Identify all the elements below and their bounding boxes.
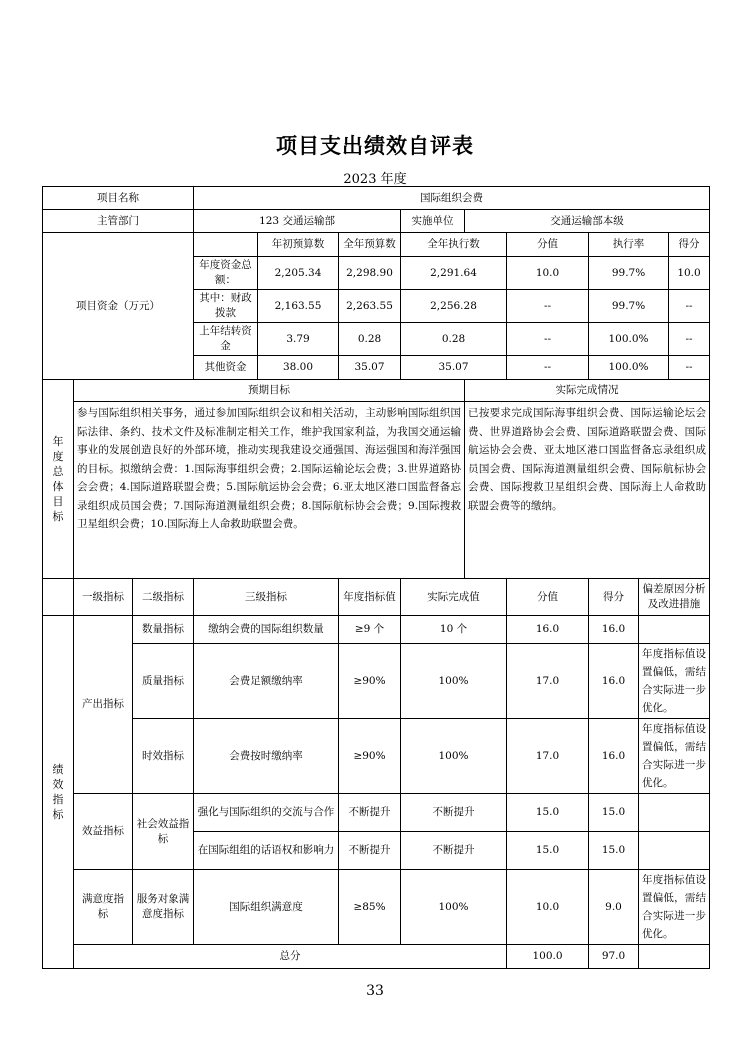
total-weight: 100.0 <box>507 945 589 969</box>
indicator-note: 年度指标值设置偏低，需结合实际进一步优化。 <box>639 870 710 945</box>
indicator-l1-effect: 效益指标 <box>74 794 133 870</box>
indicator-target: ≥90% <box>339 644 401 719</box>
indicator-l1-output: 产出指标 <box>74 616 133 794</box>
document-year: 2023 年度 <box>343 172 407 187</box>
indicator-target: ≥90% <box>339 719 401 794</box>
indicator-row <box>43 870 710 945</box>
funds-cell: -- <box>669 356 710 380</box>
funds-cell: 0.28 <box>339 323 401 356</box>
indicator-row <box>43 719 710 794</box>
goals-actual-text: 已按要求完成国际海事组织会费、国际运输论坛会费、世界道路协会会费、国际道路联盟会费、国际航运协会会费、亚太地区港口国监督备忘录组织成员国会费、国际海道测量组织会费、国际航标协会会费、国际搜救卫星组织会费、国际海上人命救助联盟会费等的缴纳。 <box>465 402 710 579</box>
funds-cell: 10.0 <box>669 257 710 290</box>
department-value: 123 交通运输部 <box>194 210 401 233</box>
indicator-note: 年度指标值设置偏低，需结合实际进一步优化。 <box>639 719 710 794</box>
funds-cell: 35.07 <box>339 356 401 380</box>
indicator-score: 9.0 <box>589 870 639 945</box>
goals-header-row <box>43 380 710 402</box>
ind-header-l2: 二级指标 <box>133 579 194 616</box>
goals-actual-header: 实际完成情况 <box>465 380 710 402</box>
indicators-label-text: 绩 效 指 标 <box>52 763 64 821</box>
funds-row-name: 其中：财政拨款 <box>194 290 258 323</box>
funds-cell: 10.0 <box>507 257 589 290</box>
goals-expected-header: 预期目标 <box>74 380 465 402</box>
indicator-l2: 质量指标 <box>133 644 194 719</box>
indicator-l1-satisfaction: 满意度指标 <box>74 870 133 945</box>
indicator-score: 15.0 <box>589 794 639 832</box>
funds-cell: -- <box>507 356 589 380</box>
indicator-actual: 10 个 <box>401 616 507 644</box>
indicator-row <box>43 644 710 719</box>
funds-row-name: 上年结转资金 <box>194 323 258 356</box>
indicator-row <box>43 616 710 644</box>
indicator-l3: 在国际组组的话语权和影响力 <box>194 832 339 870</box>
funds-cell: 2,205.34 <box>258 257 339 290</box>
indicator-weight: 17.0 <box>507 719 589 794</box>
indicator-l3: 国际组织满意度 <box>194 870 339 945</box>
indicator-note <box>639 794 710 832</box>
funds-cell: -- <box>669 323 710 356</box>
indicator-actual: 不断提升 <box>401 794 507 832</box>
indicator-target: 不断提升 <box>339 794 401 832</box>
document-title: 项目支出绩效自评表 <box>276 134 474 158</box>
indicator-l3: 缴纳会费的国际组织数量 <box>194 616 339 644</box>
indicator-l2: 社会效益指标 <box>133 794 194 870</box>
funds-row-name: 其他资金 <box>194 356 258 380</box>
indicator-l3: 会费按时缴纳率 <box>194 719 339 794</box>
funds-cell: 2,298.90 <box>339 257 401 290</box>
total-row <box>43 945 710 969</box>
funds-header-rate: 执行率 <box>589 233 669 257</box>
ind-header-l1: 一级指标 <box>74 579 133 616</box>
indicator-note <box>639 616 710 644</box>
indicator-score: 16.0 <box>589 719 639 794</box>
total-note <box>639 945 710 969</box>
indicator-target: 不断提升 <box>339 832 401 870</box>
total-score: 97.0 <box>589 945 639 969</box>
indicator-l2: 数量指标 <box>133 616 194 644</box>
funds-label: 项目资金（万元） <box>43 233 194 380</box>
indicator-l2: 服务对象满意度指标 <box>133 870 194 945</box>
funds-cell: 35.07 <box>401 356 507 380</box>
indicator-actual: 100% <box>401 870 507 945</box>
indicator-actual: 100% <box>401 644 507 719</box>
funds-header-executed: 全年执行数 <box>401 233 507 257</box>
funds-cell: 99.7% <box>589 257 669 290</box>
page-number: 33 <box>366 983 384 999</box>
indicator-l2: 时效指标 <box>133 719 194 794</box>
funds-cell: 2,256.28 <box>401 290 507 323</box>
funds-cell: -- <box>507 323 589 356</box>
funds-cell: -- <box>507 290 589 323</box>
funds-cell: 3.79 <box>258 323 339 356</box>
department-row <box>43 210 710 233</box>
indicator-score: 16.0 <box>589 616 639 644</box>
funds-cell: 99.7% <box>589 290 669 323</box>
goals-expected-text: 参与国际组织相关事务，通过参加国际组织会议和相关活动，主动影响国际组织国际法律、条约、技术文件及标准制定相关工作，维护我国家利益，为我国交通运输事业的发展创造良好的外部环境，推动实现我建设交通强国、海运强国和海洋强国的目标。拟缴纳会费：1.国际海事组织会费；2.国际运输论坛会费；3.世界道路协会会费；4.国际道路联盟会费；5.国际航运协会会费；6.亚太地区港口国监督备忘录组织成员国会费；7.国际海道测量组织会费；8.国际航标协会会费；9.国际搜救卫星组织会费；10.国际海上人命救助联盟会费。 <box>74 402 465 579</box>
ind-header-l3: 三级指标 <box>194 579 339 616</box>
indicators-corner <box>43 579 74 616</box>
indicator-actual: 100% <box>401 719 507 794</box>
ind-header-actual: 实际完成值 <box>401 579 507 616</box>
goals-content-row <box>43 402 710 579</box>
funds-header-initial: 年初预算数 <box>258 233 339 257</box>
funds-blank-header <box>194 233 258 257</box>
funds-cell: 2,163.55 <box>258 290 339 323</box>
funds-cell: 2,291.64 <box>401 257 507 290</box>
indicators-label <box>43 616 74 969</box>
indicator-weight: 15.0 <box>507 794 589 832</box>
indicator-weight: 15.0 <box>507 832 589 870</box>
indicator-note <box>639 832 710 870</box>
goals-label <box>43 380 74 579</box>
indicator-score: 15.0 <box>589 832 639 870</box>
indicator-score: 16.0 <box>589 644 639 719</box>
indicators-header-row <box>43 579 710 616</box>
implementing-unit-value: 交通运输部本级 <box>465 210 710 233</box>
funds-cell: 2,263.55 <box>339 290 401 323</box>
ind-header-note: 偏差原因分析及改进措施 <box>639 579 710 616</box>
funds-header-annual: 全年预算数 <box>339 233 401 257</box>
goals-label-text: 年 度 总 体 目 标 <box>52 435 64 523</box>
funds-cell: 100.0% <box>589 323 669 356</box>
indicator-weight: 17.0 <box>507 644 589 719</box>
indicator-row <box>43 794 710 832</box>
indicator-target: ≥9 个 <box>339 616 401 644</box>
project-name-value: 国际组织会费 <box>194 187 710 210</box>
project-name-row <box>43 187 710 210</box>
ind-header-weight: 分值 <box>507 579 589 616</box>
funds-row-name: 年度资金总额： <box>194 257 258 290</box>
indicator-weight: 10.0 <box>507 870 589 945</box>
indicator-l3: 会费足额缴纳率 <box>194 644 339 719</box>
indicator-actual: 不断提升 <box>401 832 507 870</box>
funds-cell: 38.00 <box>258 356 339 380</box>
implementing-unit-label: 实施单位 <box>401 210 465 233</box>
funds-cell: -- <box>669 290 710 323</box>
funds-header-row <box>43 233 710 257</box>
department-label: 主管部门 <box>43 210 194 233</box>
project-name-label: 项目名称 <box>43 187 194 210</box>
indicator-weight: 16.0 <box>507 616 589 644</box>
funds-header-score: 得分 <box>669 233 710 257</box>
total-label: 总分 <box>74 945 507 969</box>
ind-header-score: 得分 <box>589 579 639 616</box>
funds-cell: 0.28 <box>401 323 507 356</box>
funds-cell: 100.0% <box>589 356 669 380</box>
performance-table <box>42 186 710 969</box>
indicator-target: ≥85% <box>339 870 401 945</box>
indicator-l3: 强化与国际组织的交流与合作 <box>194 794 339 832</box>
ind-header-target: 年度指标值 <box>339 579 401 616</box>
indicator-note: 年度指标值设置偏低，需结合实际进一步优化。 <box>639 644 710 719</box>
funds-header-weight: 分值 <box>507 233 589 257</box>
